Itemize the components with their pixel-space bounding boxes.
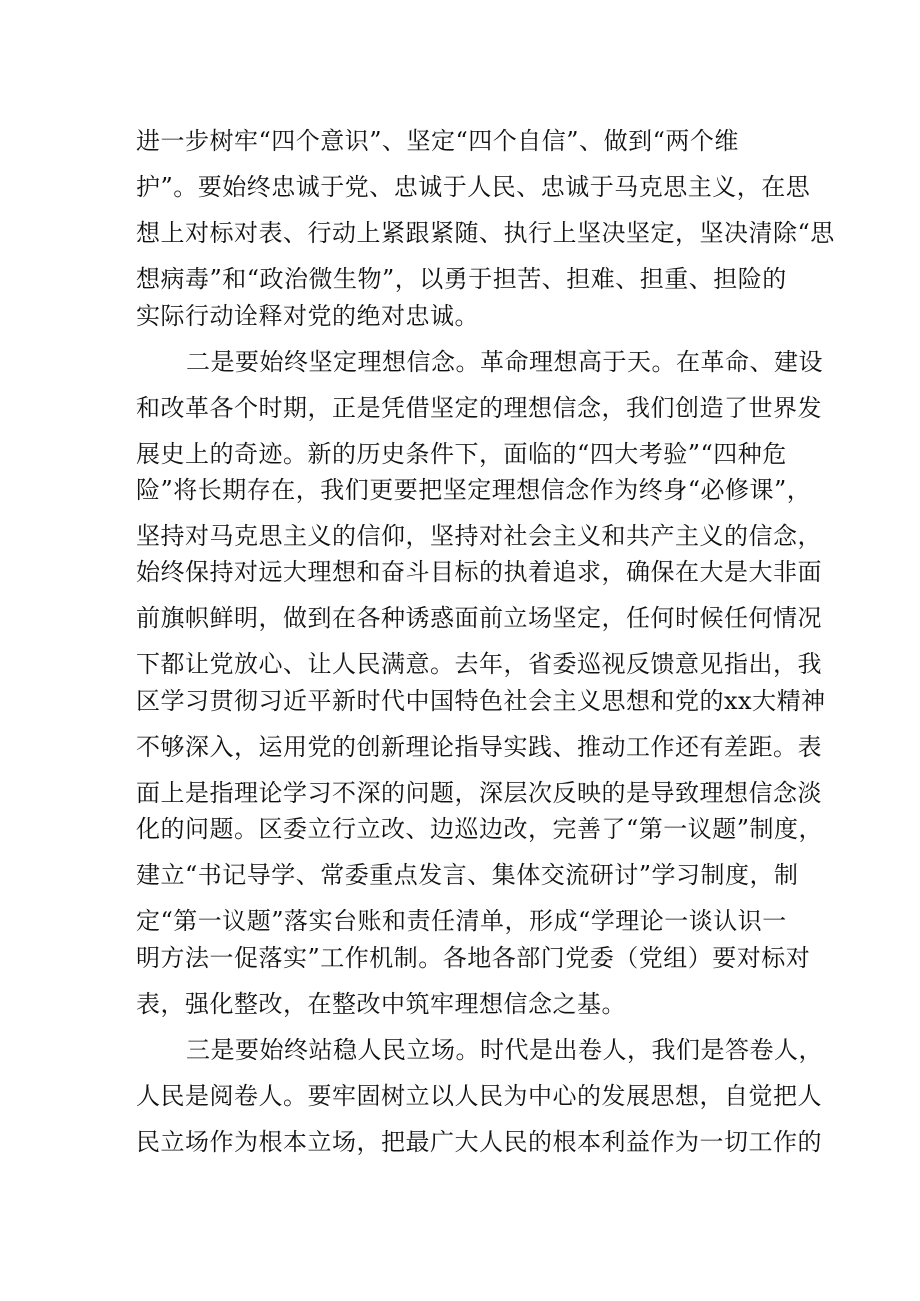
text-line: 护”。要始终忠诚于党、忠诚于人民、忠诚于马克思主义，在思 bbox=[136, 173, 811, 201]
paragraph-start-line: 三是要始终站稳人民立场。时代是出卷人，我们是答卷人， bbox=[186, 1036, 823, 1064]
text-line: 前旗帜鲜明，做到在各种诱惑面前立场坚定，任何时候任何情况 bbox=[136, 604, 822, 632]
text-line: 表，强化整改，在整改中筑牢理想信念之基。 bbox=[136, 990, 626, 1018]
text-line: 下都让党放心、让人民满意。去年，省委巡视反馈意见指出，我 bbox=[136, 650, 822, 678]
text-line: 险”将长期存在，我们更要把坚定理想信念作为终身“必修课”， bbox=[136, 476, 812, 504]
text-line: 区学习贯彻习近平新时代中国特色社会主义思想和党的xx大精神 bbox=[136, 687, 826, 715]
text-line: 化的问题。区委立行立改、边巡边改，完善了“第一议题”制度， bbox=[136, 815, 824, 843]
paragraph-start-line: 二是要始终坚定理想信念。革命理想高于天。在革命、建设 bbox=[186, 348, 823, 376]
text-line: 想上对标对表、行动上紧跟紧随、执行上坚决坚定，坚决清除“思 bbox=[136, 219, 835, 247]
text-line: 进一步树牢“四个意识”、坚定“四个自信”、做到“两个维 bbox=[136, 127, 739, 155]
text-line: 展史上的奇迹。新的历史条件下，面临的“四大考验”“四种危 bbox=[136, 440, 787, 468]
text-line: 想病毒”和“政治微生物”，以勇于担苦、担难、担重、担险的 bbox=[136, 265, 787, 293]
text-line: 建立“书记导学、常委重点发言、集体交流研讨”学习制度，制 bbox=[136, 861, 799, 889]
text-line: 不够深入，运用党的创新理论指导实践、推动工作还有差距。表 bbox=[136, 733, 822, 761]
text-line: 人民是阅卷人。要牢固树立以人民为中心的发展思想，自觉把人 bbox=[136, 1082, 822, 1110]
text-line: 和改革各个时期，正是凭借坚定的理想信念，我们创造了世界发 bbox=[136, 394, 822, 422]
text-line: 明方法一促落实”工作机制。各地各部门党委（党组）要对标对 bbox=[136, 944, 811, 972]
text-line: 始终保持对远大理想和奋斗目标的执着追求，确保在大是大非面 bbox=[136, 558, 822, 586]
text-line: 定“第一议题”落实台账和责任清单，形成“学理论一谈认识一 bbox=[136, 907, 787, 935]
text-line: 实际行动诠释对党的绝对忠诚。 bbox=[136, 302, 479, 330]
text-line: 民立场作为根本立场，把最广大人民的根本利益作为一切工作的 bbox=[136, 1128, 822, 1156]
text-line: 面上是指理论学习不深的问题，深层次反映的是导致理想信念淡 bbox=[136, 779, 822, 807]
text-line: 坚持对马克思主义的信仰，坚持对社会主义和共产主义的信念， bbox=[136, 522, 822, 550]
